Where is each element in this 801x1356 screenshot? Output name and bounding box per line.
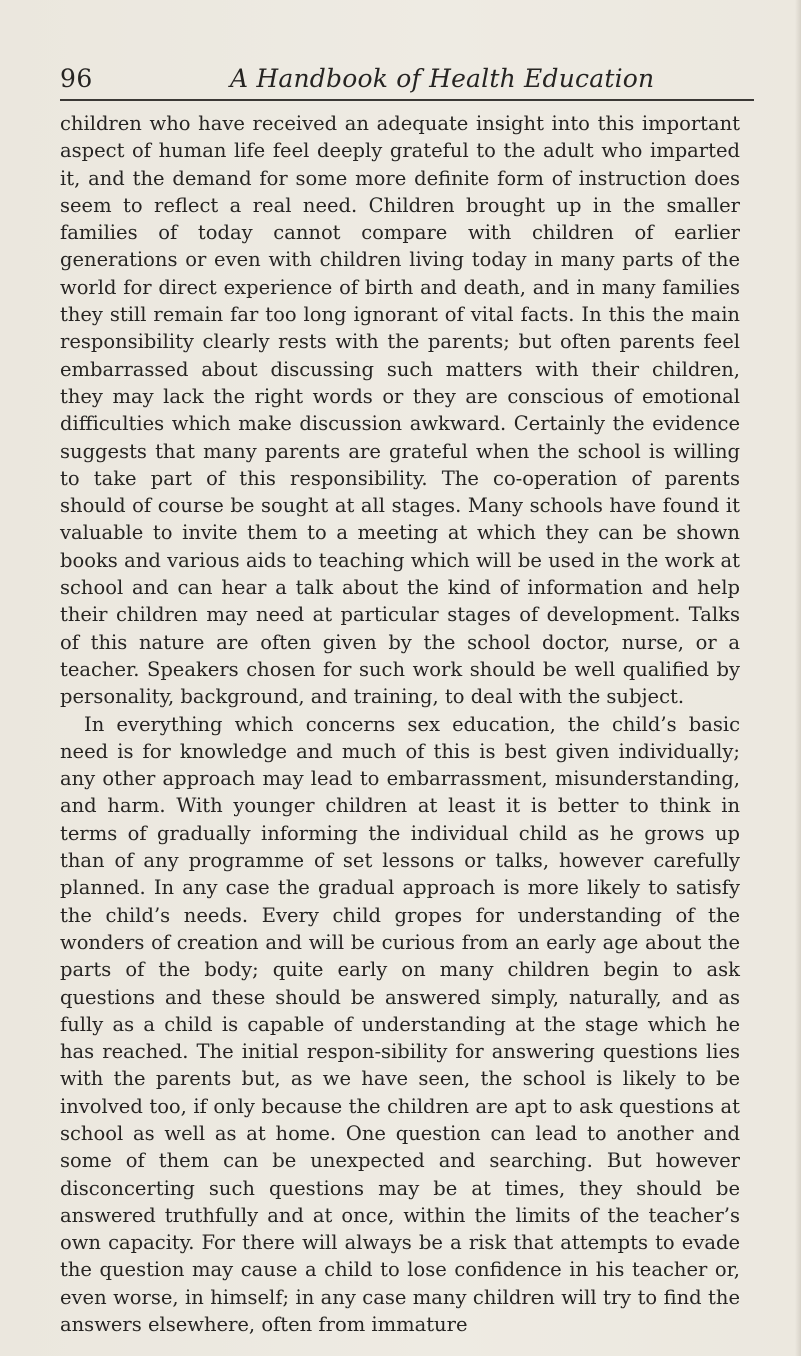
body-text [60, 110, 740, 1338]
page-header [60, 64, 760, 100]
paragraph-2: In everything which concerns sex education, the child’s basic need is for knowledge and much of this is best given individually; any other approach may lead to embarrassment, misunderstanding, and harm. With younger children at least it is better to think in terms of gradually informing the individual child as he grows up than of any programme of set lessons or talks, however carefully planned. In any case the gradual approach is more likely to satisfy the child’s needs. Every child gropes for understanding of the wonders of creation and will be curious from an early age about the parts of the body; quite early on many children begin to ask questions and these should be answered simply, naturally, and as fully as a child is capable of understanding at the stage which he has reached. The initial respon-sibility for answering questions lies with the parents but, as we have seen, the school is likely to be involved too, if only because the children are apt to ask questions at school as well as at home. One question can lead to another and some of them can be unexpected and searching. But however disconcerting such questions may be at times, they should be answered truthfully and at once, within the limits of the teacher’s own capacity. For there will always be a risk that attempts to evade the question may cause a child to lose confidence in his teacher or, even worse, in himself; in any case many children will try to find the answers elsewhere, often from immature [60, 712, 740, 1337]
page-number: 96 [60, 64, 93, 93]
header-rule [60, 99, 754, 101]
page-edge-shadow [795, 0, 801, 1356]
paragraph-1: children who have received an adequate insight into this important aspect of human life feel deeply grateful to the adult who imparted it, and the demand for some more definite form of instruction does seem to reflect a real need. Children brought up in the smaller families of today cannot compare with children of earlier generations or even with children living today in many parts of the world for direct experience of birth and death, and in many families they still remain far too long ignorant of vital facts. In this the main responsibility clearly rests with the parents; but often parents feel embarrassed about discussing such matters with their children, they may lack the right words or they are conscious of emotional difficulties which make discussion awkward. Certainly the evidence suggests that many parents are grateful when the school is willing to take part of this responsibility. The co-operation of parents should of course be sought at all stages. Many schools have found it valuable to invite them to a meeting at which they can be shown books and various aids to teaching which will be used in the work at school and can hear a talk about the kind of information and help their children may need at particular stages of development. Talks of this nature are often given by the school doctor, nurse, or a teacher. Speakers chosen for such work should be well qualified by personality, background, and training, to deal with the subject. [60, 112, 740, 709]
running-title: A Handbook of Health Education [230, 64, 655, 93]
